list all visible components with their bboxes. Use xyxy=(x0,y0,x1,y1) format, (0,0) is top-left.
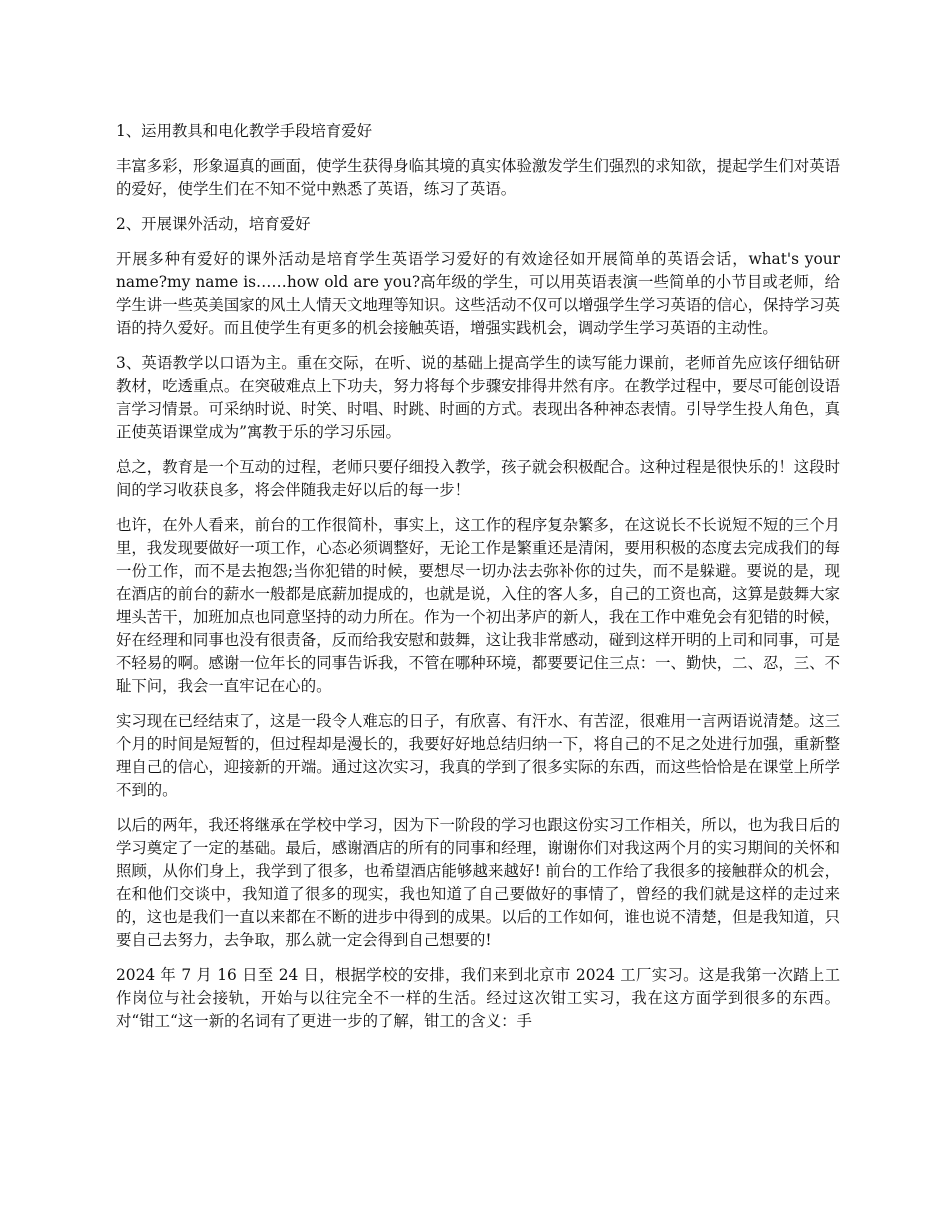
paragraph: 3、英语教学以口语为主。重在交际，在听、说的基础上提高学生的读写能力课前，老师首先应该仔细钻研教材，吃透重点。在突破难点上下功夫，努力将每个步骤安排得井然有序。在教学过程中，要尽可能创设语言学习情景。可采纳时说、时笑、时唱、时跳、时画的方式。表现出各种神态表情。引导学生投人角色，真正使英语课堂成为”寓教于乐的学习乐园。 xyxy=(116,354,840,441)
paragraph: 2024 年 7 月 16 日至 24 日，根据学校的安排，我们来到北京市 2024 工厂实习。这是我第一次踏上工作岗位与社会接轨，开始与以往完全不一样的生活。经过这次钳工实习，我在这方面学到很多的东西。对“钳工“这一新的名词有了更进一步的了解，钳工的含义：手 xyxy=(116,966,840,1030)
paragraph: 开展多种有爱好的课外活动是培育学生英语学习爱好的有效途径如开展简单的英语会话，what's your name?my name is……how old are you?高年级的学生，可以用英语表演一些简单的小节目或老师，给学生讲一些英美国家的风土人情天文地理等知识。这些活动不仅可以增强学生学习英语的信心，保持学习英语的持久爱好。而且使学生有更多的机会接触英语，增强实践机会，调动学生学习英语的主动性。 xyxy=(116,250,840,337)
document-page xyxy=(116,120,840,1045)
paragraph: 也许，在外人看来，前台的工作很简朴，事实上，这工作的程序复杂繁多，在这说长不长说短不短的三个月里，我发现要做好一项工作，心态必须调整好，无论工作是繁重还是清闲，要用积极的态度去完成我们的每一份工作，而不是去抱怨;当你犯错的时候，要想尽一切办法去弥补你的过失，而不是躲避。要说的是，现在酒店的前台的薪水一般都是底薪加提成的，也就是说，入住的客人多，自己的工资也高，这算是鼓舞大家埋头苦干，加班加点也同意坚持的动力所在。作为一个初出茅庐的新人，我在工作中难免会有犯错的时候，好在经理和同事也没有很责备，反而给我安慰和鼓舞，这让我非常感动，碰到这样开明的上司和同事，可是不轻易的啊。感谢一位年长的同事告诉我，不管在哪种环境，都要要记住三点：一、勤快，二、忍，三、不耻下问，我会一直牢记在心的。 xyxy=(116,516,840,695)
paragraph: 丰富多彩，形象逼真的画面，使学生获得身临其境的真实体验激发学生们强烈的求知欲，提起学生们对英语的爱好，使学生们在不知不觉中熟悉了英语，练习了英语。 xyxy=(116,157,840,198)
paragraph: 总之，教育是一个互动的过程，老师只要仔细投入教学，孩子就会积极配合。这种过程是很快乐的！这段时间的学习收获良多，将会伴随我走好以后的每一步！ xyxy=(116,458,840,499)
paragraph: 实习现在已经结束了，这是一段令人难忘的日子，有欣喜、有汗水、有苦涩，很难用一言两语说清楚。这三个月的时间是短暂的，但过程却是漫长的，我要好好地总结归纳一下，将自己的不足之处进行加强，重新整理自己的信心，迎接新的开端。通过这次实习，我真的学到了很多实际的东西，而这些恰恰是在课堂上所学不到的。 xyxy=(116,712,840,799)
paragraph: 以后的两年，我还将继承在学校中学习，因为下一阶段的学习也跟这份实习工作相关，所以，也为我日后的学习奠定了一定的基础。最后，感谢酒店的所有的同事和经理，谢谢你们对我这两个月的实习期间的关怀和照顾，从你们身上，我学到了很多，也希望酒店能够越来越好! 前台的工作给了我很多的接触群众的机会，在和他们交谈中，我知道了很多的现实，我也知道了自己要做好的事情了，曾经的我们就是这样的走过来的，这也是我们一直以来都在不断的进步中得到的成果。以后的工作如何，谁也说不清楚，但是我知道，只要自己去努力，去争取，那么就一定会得到自己想要的! xyxy=(116,816,840,949)
section-heading-2: 2、开展课外活动，培育爱好 xyxy=(116,215,311,233)
section-heading-1: 1、运用教具和电化教学手段培育爱好 xyxy=(116,122,373,140)
